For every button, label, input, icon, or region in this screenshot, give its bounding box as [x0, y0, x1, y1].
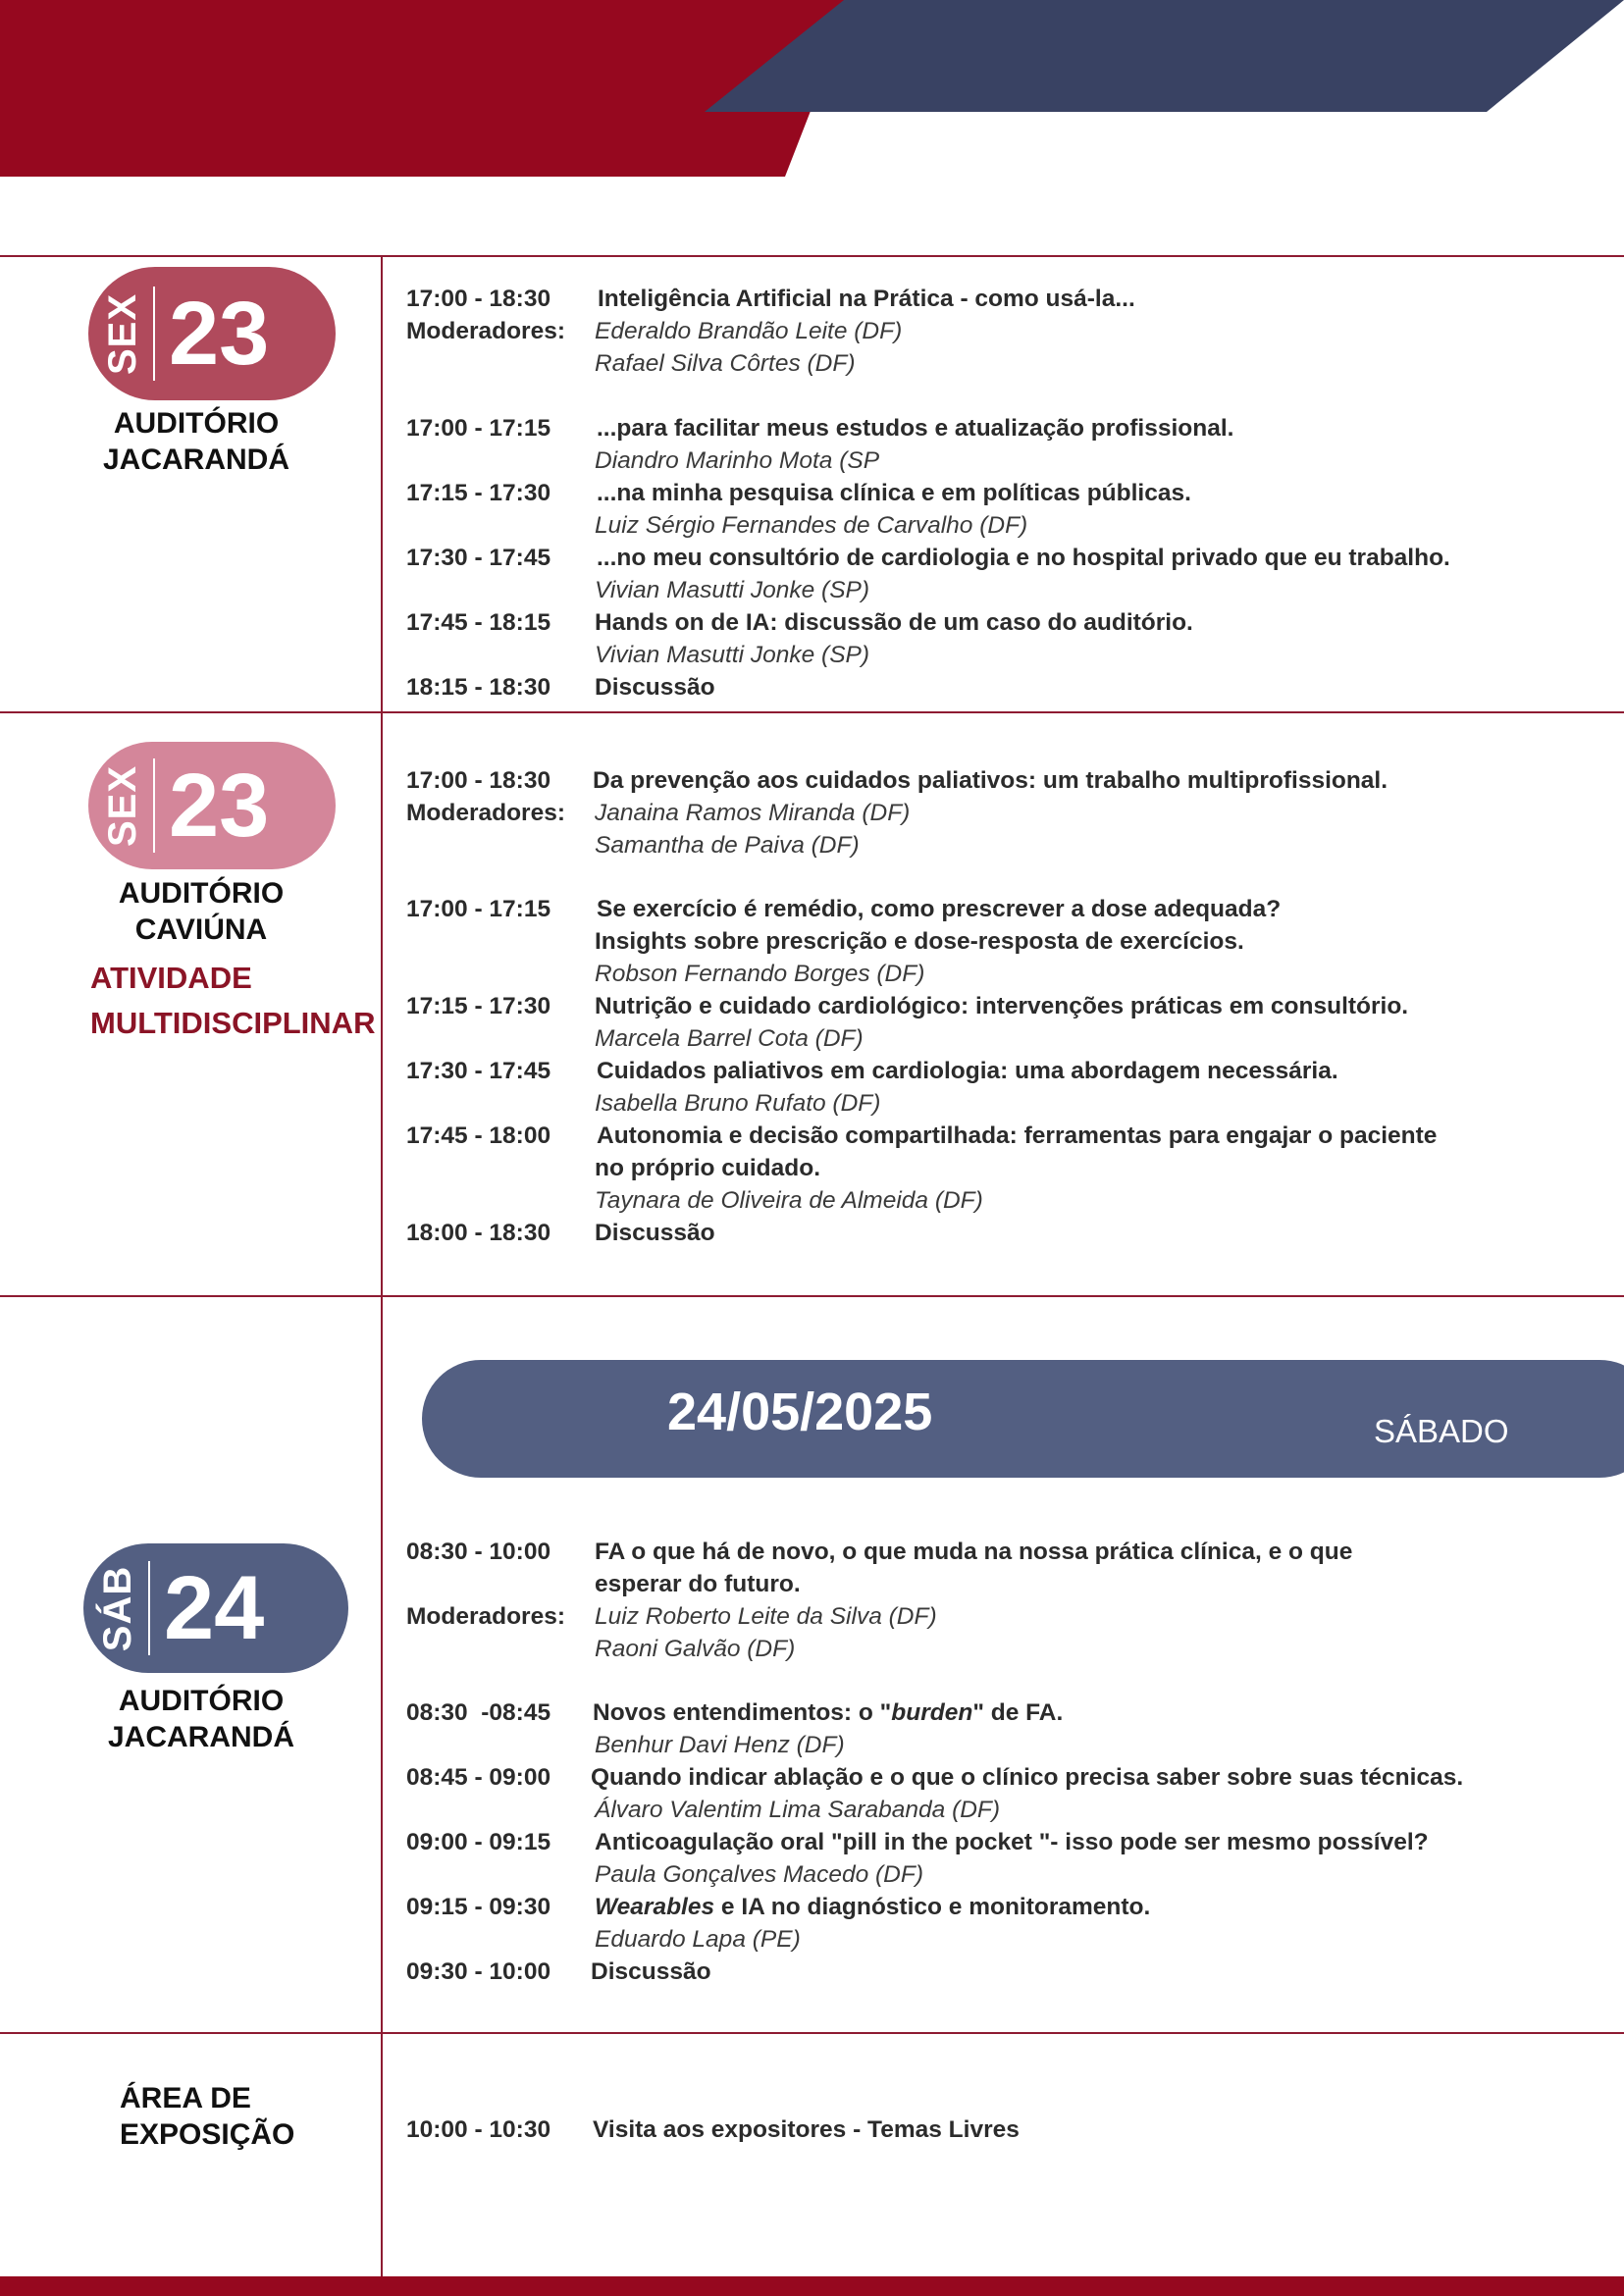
talk-time: 17:15 - 17:30 [406, 993, 551, 1019]
talk-time: 09:00 - 09:15 [406, 1829, 551, 1855]
talk-title: Hands on de IA: discussão de um caso do auditório. [595, 609, 1193, 636]
moderators-label: Moderadores: [406, 800, 566, 826]
talk-time: 17:15 - 17:30 [406, 480, 551, 506]
talk-time: 08:45 - 09:00 [406, 1764, 551, 1791]
day-badge [88, 267, 336, 400]
talk-title: Cuidados paliativos em cardiologia: uma abordagem necessária. [597, 1058, 1338, 1084]
divider-1 [0, 711, 1624, 713]
divider-3 [0, 2032, 1624, 2034]
talk-title: Quando indicar ablação e o que o clínico precisa saber sobre suas técnicas. [591, 1764, 1464, 1791]
session-title: Da prevenção aos cuidados paliativos: um trabalho multiprofissional. [593, 767, 1388, 794]
badge-separator [153, 287, 155, 381]
header-navy-shape [705, 0, 1624, 112]
activity-tag: ATIVIDADE MULTIDISCIPLINAR [90, 961, 376, 1040]
exhibition-time: 10:00 - 10:30 [406, 2116, 551, 2143]
moderator: Rafael Silva Côrtes (DF) [595, 350, 856, 377]
talk-title-emphasis: burden [891, 1699, 973, 1726]
talk-time: 08:30 -08:45 [406, 1699, 551, 1726]
talk-time: 09:30 - 10:00 [406, 1958, 551, 1985]
session-title: esperar do futuro. [595, 1571, 801, 1597]
divider-top [0, 255, 1624, 257]
day-number: 24 [164, 1558, 265, 1658]
talk-title: Anticoagulação oral "pill in the pocket "- isso pode ser mesmo possível? [595, 1829, 1429, 1855]
talk-time: 17:30 - 17:45 [406, 545, 551, 571]
moderators-label: Moderadores: [406, 318, 566, 344]
speaker: Isabella Bruno Rufato (DF) [595, 1090, 881, 1117]
talk-title: Insights sobre prescrição e dose-resposta de exercícios. [595, 928, 1244, 955]
moderators-label: Moderadores: [406, 1603, 566, 1630]
area-name: ÁREA DE EXPOSIÇÃO [120, 2082, 295, 2151]
room-name: AUDITÓRIO JACARANDÁ [107, 1685, 294, 1753]
moderator: Janaina Ramos Miranda (DF) [595, 800, 911, 826]
day-badge [83, 1543, 348, 1673]
header-red-shape [0, 0, 854, 177]
exhibition-title: Visita aos expositores - Temas Livres [593, 2116, 1020, 2143]
talk-title: no próprio cuidado. [595, 1155, 821, 1181]
talk-time: 17:45 - 18:15 [406, 609, 551, 636]
session-title: Inteligência Artificial na Prática - como usá-la... [598, 286, 1135, 312]
banner-weekday: SÁBADO [1374, 1413, 1509, 1449]
day-abbr: SEX [101, 292, 145, 375]
room-name: AUDITÓRIO JACARANDÁ [102, 407, 289, 476]
day-abbr: SEX [101, 764, 145, 847]
badge-separator [148, 1561, 150, 1655]
speaker: Robson Fernando Borges (DF) [595, 961, 925, 987]
session-title: FA o que há de novo, o que muda na nossa prática clínica, e o que [595, 1539, 1353, 1565]
talk-time: 17:30 - 17:45 [406, 1058, 551, 1084]
speaker: Taynara de Oliveira de Almeida (DF) [595, 1187, 983, 1214]
talk-time: 17:00 - 17:15 [406, 896, 551, 922]
speaker: Benhur Davi Henz (DF) [595, 1732, 845, 1758]
speaker: Álvaro Valentim Lima Sarabanda (DF) [595, 1797, 1001, 1823]
banner-date: 24/05/2025 [667, 1383, 933, 1441]
session-time: 08:30 - 10:00 [406, 1539, 551, 1565]
speaker: Vivian Masutti Jonke (SP) [595, 642, 870, 668]
talk-title: Discussão [595, 1220, 715, 1246]
talk-title: Nutrição e cuidado cardiológico: intervenções práticas em consultório. [595, 993, 1409, 1019]
talk-title: Wearables e IA no diagnóstico e monitoramento. [595, 1894, 1151, 1920]
talk-title: Discussão [591, 1958, 711, 1985]
day-number: 23 [169, 284, 270, 384]
talk-time: 17:45 - 18:00 [406, 1122, 551, 1149]
talk-time: 18:15 - 18:30 [406, 674, 551, 701]
talk-title-emphasis: Wearables [595, 1894, 715, 1920]
talk-time: 09:15 - 09:30 [406, 1894, 551, 1920]
day-abbr: SÁB [96, 1565, 140, 1651]
speaker: Marcela Barrel Cota (DF) [595, 1025, 864, 1052]
talk-time: 18:00 - 18:30 [406, 1220, 551, 1246]
talk-title: ...para facilitar meus estudos e atualização profissional. [597, 415, 1234, 442]
talk-title: Se exercício é remédio, como prescrever a dose adequada? [597, 896, 1282, 922]
session-time: 17:00 - 18:30 [406, 767, 551, 794]
room-name: AUDITÓRIO CAVIÚNA [118, 877, 285, 946]
talk-title: ...na minha pesquisa clínica e em políticas públicas. [597, 480, 1191, 506]
header-banner [0, 0, 1624, 179]
talk-title: Novos entendimentos: o "burden" de FA. [593, 1699, 1064, 1726]
speaker: Paula Gonçalves Macedo (DF) [595, 1861, 923, 1888]
session-time: 17:00 - 18:30 [406, 286, 551, 312]
day-badge [88, 742, 336, 869]
moderator: Ederaldo Brandão Leite (DF) [595, 318, 903, 344]
talk-title: Autonomia e decisão compartilhada: ferramentas para engajar o paciente [597, 1122, 1438, 1149]
speaker: Luiz Sérgio Fernandes de Carvalho (DF) [595, 512, 1028, 539]
talk-title: ...no meu consultório de cardiologia e no hospital privado que eu trabalho. [597, 545, 1450, 571]
column-divider [381, 255, 383, 2276]
badge-separator [153, 758, 155, 853]
talk-title: Discussão [595, 674, 715, 701]
footer-bar [0, 2276, 1624, 2296]
moderator: Luiz Roberto Leite da Silva (DF) [595, 1603, 937, 1630]
speaker: Eduardo Lapa (PE) [595, 1926, 801, 1953]
date-banner [422, 1360, 1624, 1478]
day-number: 23 [169, 756, 270, 856]
talk-time: 17:00 - 17:15 [406, 415, 551, 442]
speaker: Diandro Marinho Mota (SP [595, 447, 880, 474]
speaker: Vivian Masutti Jonke (SP) [595, 577, 870, 603]
moderator: Samantha de Paiva (DF) [595, 832, 860, 859]
moderator: Raoni Galvão (DF) [595, 1636, 796, 1662]
divider-2 [0, 1295, 1624, 1297]
